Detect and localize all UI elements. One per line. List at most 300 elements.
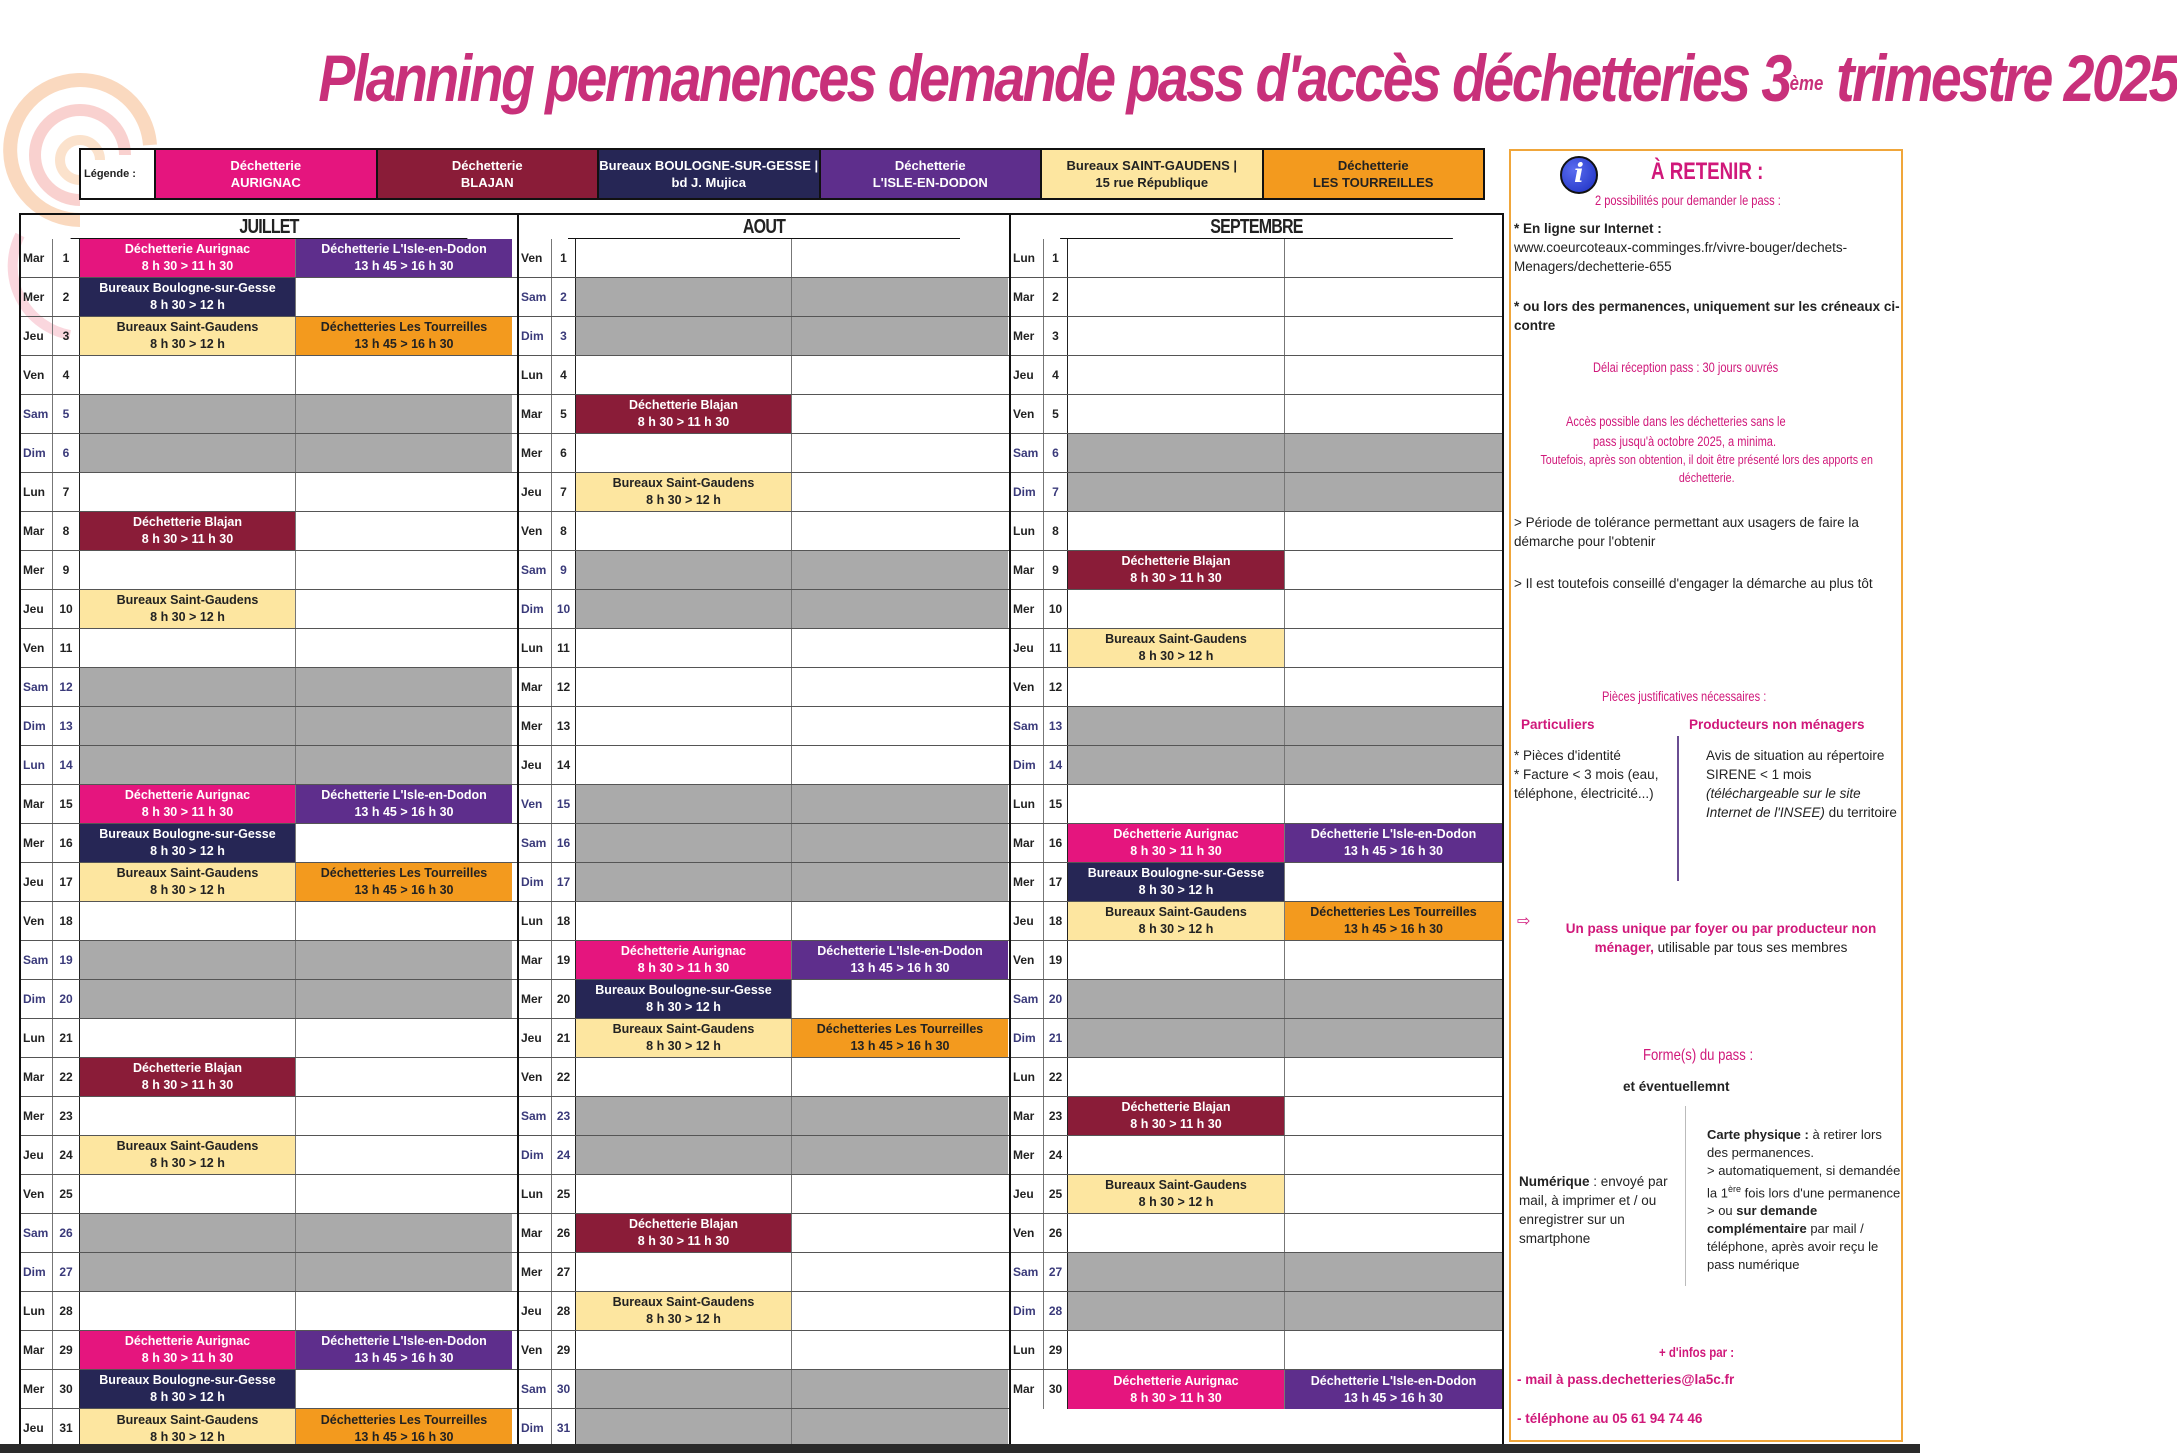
day-name: Ven: [21, 629, 53, 667]
contact-mail[interactable]: - mail à pass.dechetteries@la5c.fr: [1517, 1372, 1735, 1387]
permanence-slot: Déchetterie L'Isle-en-Dodon 13 h 45 > 16 h 30: [1285, 824, 1502, 862]
empty-slot: [792, 317, 1008, 355]
producteurs-item: Avis de situation au répertoire SIRENE < 1 mois (téléchargeable sur le site Internet de l'INSEE) du territoire: [1706, 748, 1897, 820]
day-row: [519, 980, 1009, 1019]
day-row: [21, 941, 517, 980]
day-name: Jeu: [519, 1019, 552, 1057]
day-row: [519, 356, 1009, 395]
day-number: 20: [1044, 980, 1068, 1018]
day-row: [21, 473, 517, 512]
day-row: [1011, 1097, 1502, 1136]
day-row: [519, 1136, 1009, 1175]
day-number: 8: [53, 512, 80, 550]
day-number: 6: [1044, 434, 1068, 472]
day-row: [21, 1175, 517, 1214]
day-row: [21, 590, 517, 629]
legend-label: Légende :: [84, 168, 136, 180]
day-name: Mer: [21, 1370, 53, 1408]
day-row: [21, 668, 517, 707]
empty-slot: [576, 629, 792, 667]
day-name: Sam: [21, 395, 53, 433]
permanence-slot: Déchetterie Blajan 8 h 30 > 11 h 30: [576, 1214, 792, 1252]
day-number: 4: [552, 356, 576, 394]
day-row: [1011, 629, 1502, 668]
day-name: Sam: [519, 824, 552, 862]
permanence-slot: Bureaux Boulogne-sur-Gesse 8 h 30 > 12 h: [1068, 863, 1285, 901]
empty-slot: [296, 278, 512, 316]
empty-slot: [792, 1058, 1008, 1096]
day-number: 25: [53, 1175, 80, 1213]
day-row: [1011, 1214, 1502, 1253]
permanence-slot: Bureaux Saint-Gaudens 8 h 30 > 12 h: [576, 1019, 792, 1057]
empty-slot: [296, 1019, 512, 1057]
day-row: [21, 1019, 517, 1058]
day-number: 29: [552, 1331, 576, 1369]
day-number: 5: [552, 395, 576, 433]
day-number: 23: [552, 1097, 576, 1135]
empty-slot: [576, 1136, 792, 1174]
day-number: 12: [552, 668, 576, 706]
empty-slot: [1068, 1253, 1285, 1291]
day-number: 15: [53, 785, 80, 823]
contact-phone[interactable]: - téléphone au 05 61 94 74 46: [1517, 1411, 1703, 1426]
day-name: Jeu: [519, 1292, 552, 1330]
permanence-slot: Bureaux Saint-Gaudens 8 h 30 > 12 h: [1068, 1175, 1285, 1213]
permanence-slot: Déchetterie L'Isle-en-Dodon 13 h 45 > 16 h 30: [1285, 1370, 1502, 1409]
day-number: 17: [1044, 863, 1068, 901]
day-number: 13: [552, 707, 576, 745]
empty-slot: [296, 473, 512, 511]
empty-slot: [296, 1097, 512, 1135]
day-row: [1011, 824, 1502, 863]
delay-text: Délai réception pass : 30 jours ouvrés: [1593, 360, 1779, 375]
day-number: 20: [552, 980, 576, 1018]
title-superscript: ème: [1789, 73, 1824, 95]
empty-slot: [296, 1175, 512, 1213]
empty-slot: [296, 1292, 512, 1330]
day-row: [519, 746, 1009, 785]
day-row: [519, 395, 1009, 434]
permanence-slot: Déchetteries Les Tourreilles 13 h 45 > 16 h 30: [1285, 902, 1502, 940]
day-row: [519, 1331, 1009, 1370]
empty-slot: [80, 902, 296, 940]
empty-slot: [576, 824, 792, 862]
empty-slot: [1285, 746, 1502, 784]
calendar-grid: [19, 213, 1504, 1450]
empty-slot: [80, 434, 296, 472]
title-end: trimestre 2025: [1823, 41, 2177, 115]
day-name: Ven: [1011, 941, 1044, 979]
permanence-slot: Déchetterie Blajan 8 h 30 > 11 h 30: [1068, 1097, 1285, 1135]
day-number: 21: [1044, 1019, 1068, 1057]
day-row: [1011, 278, 1502, 317]
empty-slot: [792, 1331, 1008, 1369]
empty-slot: [1068, 356, 1285, 394]
permanence-slot: Bureaux Saint-Gaudens 8 h 30 > 12 h: [576, 473, 792, 511]
day-name: Ven: [519, 1058, 552, 1096]
day-name: Lun: [21, 473, 53, 511]
day-number: 14: [1044, 746, 1068, 784]
permanence-slot: Déchetterie Aurignac 8 h 30 > 11 h 30: [80, 785, 296, 823]
day-row: [519, 551, 1009, 590]
empty-slot: [576, 863, 792, 901]
empty-slot: [576, 1253, 792, 1291]
empty-slot: [792, 590, 1008, 628]
empty-slot: [1285, 356, 1502, 394]
empty-slot: [1068, 1292, 1285, 1330]
day-row: [21, 1292, 517, 1331]
day-number: 9: [1044, 551, 1068, 589]
empty-slot: [1285, 317, 1502, 355]
day-number: 12: [1044, 668, 1068, 706]
day-name: Ven: [519, 512, 552, 550]
day-name: Ven: [21, 1175, 53, 1213]
day-row: [21, 395, 517, 434]
day-row: [1011, 395, 1502, 434]
day-number: 17: [552, 863, 576, 901]
day-name: Mer: [519, 434, 552, 472]
day-number: 13: [53, 707, 80, 745]
permanence-slot: Bureaux Saint-Gaudens 8 h 30 > 12 h: [80, 1409, 296, 1448]
empty-slot: [80, 941, 296, 979]
permanence-slot: Déchetteries Les Tourreilles 13 h 45 > 16 h 30: [296, 863, 512, 901]
day-name: Dim: [1011, 1019, 1044, 1057]
empty-slot: [1285, 1214, 1502, 1252]
day-number: 31: [552, 1409, 576, 1448]
day-name: Mer: [519, 707, 552, 745]
day-number: 18: [552, 902, 576, 940]
empty-slot: [80, 551, 296, 589]
day-name: Sam: [519, 1370, 552, 1408]
empty-slot: [576, 1409, 792, 1448]
day-name: Dim: [519, 590, 552, 628]
day-number: 27: [552, 1253, 576, 1291]
day-row: [519, 863, 1009, 902]
day-number: 16: [53, 824, 80, 862]
day-row: [1011, 356, 1502, 395]
day-name: Sam: [519, 1097, 552, 1135]
day-name: Mer: [21, 1097, 53, 1135]
day-name: Jeu: [1011, 629, 1044, 667]
empty-slot: [1068, 785, 1285, 823]
month-aou: [517, 213, 1009, 1450]
more-info-title: + d'infos par :: [1659, 1345, 1735, 1360]
day-name: Dim: [21, 980, 53, 1018]
day-number: 28: [552, 1292, 576, 1330]
permanence-slot: Déchetterie L'Isle-en-Dodon 13 h 45 > 16 h 30: [296, 239, 512, 277]
empty-slot: [296, 1058, 512, 1096]
legend: [79, 148, 1485, 200]
empty-slot: [792, 473, 1008, 511]
day-number: 6: [53, 434, 80, 472]
day-name: Mar: [519, 941, 552, 979]
empty-slot: [296, 941, 512, 979]
day-name: Ven: [519, 239, 552, 277]
day-name: Jeu: [21, 1136, 53, 1174]
empty-slot: [296, 590, 512, 628]
day-row: [21, 980, 517, 1019]
day-row: [21, 512, 517, 551]
empty-slot: [576, 668, 792, 706]
day-number: 26: [552, 1214, 576, 1252]
day-name: Dim: [1011, 1292, 1044, 1330]
empty-slot: [1285, 707, 1502, 745]
empty-slot: [1068, 941, 1285, 979]
empty-slot: [576, 1175, 792, 1213]
empty-slot: [296, 980, 512, 1018]
empty-slot: [1068, 317, 1285, 355]
permanence-slot: Bureaux Boulogne-sur-Gesse 8 h 30 > 12 h: [80, 278, 296, 316]
empty-slot: [792, 668, 1008, 706]
day-name: Mar: [1011, 551, 1044, 589]
empty-slot: [80, 746, 296, 784]
empty-slot: [576, 239, 792, 277]
day-name: Ven: [519, 1331, 552, 1369]
day-row: [21, 707, 517, 746]
day-row: [519, 434, 1009, 473]
empty-slot: [1285, 941, 1502, 979]
empty-slot: [80, 707, 296, 745]
day-number: 19: [552, 941, 576, 979]
permanence-slot: Déchetterie L'Isle-en-Dodon 13 h 45 > 16 h 30: [296, 1331, 512, 1369]
permanence-slot: Déchetterie Aurignac 8 h 30 > 11 h 30: [80, 239, 296, 277]
access-line-1: Accès possible dans les déchetteries sans le: [1566, 414, 1786, 429]
day-name: Dim: [519, 1136, 552, 1174]
day-number: 20: [53, 980, 80, 1018]
empty-slot: [296, 707, 512, 745]
empty-slot: [792, 1097, 1008, 1135]
empty-slot: [1068, 668, 1285, 706]
legend-item: Déchetterie L'ISLE-EN-DODON: [819, 150, 1041, 198]
physical-pass: Carte physique : à retirer lors des permanences. > automatiquement, si demandée la 1ère fois lors d'une permanence > ou sur demande complémentaire par mail / téléphone, après avoir reçu le pass numérique: [1707, 1127, 1901, 1273]
day-number: 9: [552, 551, 576, 589]
online-url[interactable]: www.coeurcoteaux-comminges.fr/vivre-bouger/dechets-Menagers/dechetterie-655: [1514, 240, 1848, 274]
forms-divider: [1685, 1106, 1686, 1286]
day-number: 16: [552, 824, 576, 862]
day-number: 1: [1044, 239, 1068, 277]
empty-slot: [80, 980, 296, 1018]
day-number: 14: [53, 746, 80, 784]
permanence-slot: Déchetterie Aurignac 8 h 30 > 11 h 30: [80, 1331, 296, 1369]
possibilities-text: 2 possibilités pour demander le pass :: [1595, 193, 1781, 208]
day-number: 21: [53, 1019, 80, 1057]
day-number: 24: [552, 1136, 576, 1174]
empty-slot: [1285, 863, 1502, 901]
month-sep: [1009, 213, 1504, 1450]
day-name: Dim: [21, 1253, 53, 1291]
empty-slot: [1285, 785, 1502, 823]
day-number: 22: [53, 1058, 80, 1096]
day-name: Sam: [21, 1214, 53, 1252]
day-number: 25: [1044, 1175, 1068, 1213]
day-name: Ven: [21, 902, 53, 940]
empty-slot: [80, 1214, 296, 1252]
day-number: 31: [53, 1409, 80, 1448]
empty-slot: [576, 356, 792, 394]
permanence-slot: Bureaux Saint-Gaudens 8 h 30 > 12 h: [1068, 629, 1285, 667]
empty-slot: [792, 512, 1008, 550]
day-row: [519, 278, 1009, 317]
day-number: 1: [53, 239, 80, 277]
day-name: Mer: [519, 1253, 552, 1291]
forms-title: Forme(s) du pass :: [1643, 1047, 1754, 1064]
empty-slot: [296, 746, 512, 784]
month-jul: [19, 213, 517, 1450]
empty-slot: [792, 395, 1008, 433]
day-row: [519, 590, 1009, 629]
day-row: [21, 278, 517, 317]
day-row: [519, 1370, 1009, 1409]
day-number: 30: [1044, 1370, 1068, 1409]
day-name: Dim: [519, 1409, 552, 1448]
day-row: [1011, 590, 1502, 629]
day-row: [21, 824, 517, 863]
documents-title: Pièces justificatives nécessaires :: [1602, 689, 1767, 704]
day-name: Sam: [1011, 707, 1044, 745]
day-row: [1011, 1253, 1502, 1292]
day-name: Jeu: [1011, 1175, 1044, 1213]
day-row: [21, 1331, 517, 1370]
day-row: [519, 239, 1009, 278]
permanence-slot: Déchetterie L'Isle-en-Dodon 13 h 45 > 16 h 30: [792, 941, 1008, 979]
tolerance-text: > Période de tolérance permettant aux usagers de faire la démarche pour l'obtenir: [1514, 515, 1859, 549]
day-row: [1011, 1058, 1502, 1097]
day-name: Jeu: [21, 317, 53, 355]
day-row: [1011, 1292, 1502, 1331]
empty-slot: [576, 785, 792, 823]
day-name: Mar: [519, 395, 552, 433]
day-number: 18: [1044, 902, 1068, 940]
permanence-slot: Bureaux Saint-Gaudens 8 h 30 > 12 h: [80, 317, 296, 355]
day-name: Mar: [519, 1214, 552, 1252]
permanence-slot: Déchetteries Les Tourreilles 13 h 45 > 16 h 30: [792, 1019, 1008, 1057]
day-row: [21, 1409, 517, 1448]
empty-slot: [296, 1253, 512, 1291]
empty-slot: [576, 512, 792, 550]
access-line-2: pass jusqu'à octobre 2025, a minima.: [1593, 434, 1777, 449]
day-name: Lun: [519, 902, 552, 940]
day-number: 24: [1044, 1136, 1068, 1174]
day-name: Mer: [1011, 317, 1044, 355]
legend-item: Déchetterie LES TOURREILLES: [1262, 150, 1484, 198]
info-panel: [1509, 149, 1903, 1442]
day-row: [21, 434, 517, 473]
day-name: Dim: [21, 707, 53, 745]
day-number: 2: [53, 278, 80, 316]
day-name: Mer: [1011, 1136, 1044, 1174]
day-row: [519, 512, 1009, 551]
empty-slot: [1285, 278, 1502, 316]
day-name: Dim: [519, 863, 552, 901]
empty-slot: [1285, 1175, 1502, 1213]
empty-slot: [792, 1292, 1008, 1330]
day-row: [21, 902, 517, 941]
day-number: 7: [1044, 473, 1068, 511]
day-row: [519, 668, 1009, 707]
day-row: [1011, 902, 1502, 941]
empty-slot: [296, 512, 512, 550]
day-row: [1011, 785, 1502, 824]
day-name: Mar: [519, 668, 552, 706]
empty-slot: [80, 1175, 296, 1213]
empty-slot: [792, 1214, 1008, 1252]
day-row: [21, 1214, 517, 1253]
day-row: [519, 785, 1009, 824]
empty-slot: [1068, 473, 1285, 511]
day-row: [1011, 473, 1502, 512]
day-number: 27: [1044, 1253, 1068, 1291]
day-name: Mar: [21, 512, 53, 550]
day-name: Lun: [519, 1175, 552, 1213]
day-name: Mar: [21, 1058, 53, 1096]
legend-item: Bureaux BOULOGNE-SUR-GESSE | bd J. Mujica: [597, 150, 819, 198]
day-number: 29: [1044, 1331, 1068, 1369]
empty-slot: [80, 356, 296, 394]
permanence-slot: Déchetterie Blajan 8 h 30 > 11 h 30: [576, 395, 792, 433]
day-number: 2: [1044, 278, 1068, 316]
empty-slot: [792, 746, 1008, 784]
permanence-slot: Bureaux Saint-Gaudens 8 h 30 > 12 h: [80, 590, 296, 628]
day-number: 13: [1044, 707, 1068, 745]
day-name: Mar: [1011, 278, 1044, 316]
day-number: 3: [552, 317, 576, 355]
day-number: 27: [53, 1253, 80, 1291]
permanence-slot: Déchetterie L'Isle-en-Dodon 13 h 45 > 16 h 30: [296, 785, 512, 823]
day-row: [1011, 746, 1502, 785]
empty-slot: [792, 551, 1008, 589]
day-number: 9: [53, 551, 80, 589]
day-row: [1011, 707, 1502, 746]
day-name: Sam: [21, 668, 53, 706]
day-row: [519, 902, 1009, 941]
day-name: Dim: [1011, 473, 1044, 511]
unique-pass-text: Un pass unique par foyer ou par producteur non ménager, utilisable par tous ses membres: [1565, 921, 1877, 955]
legend-item: Bureaux SAINT-GAUDENS | 15 rue République: [1040, 150, 1262, 198]
day-name: Lun: [1011, 1058, 1044, 1096]
day-row: [519, 1019, 1009, 1058]
day-number: 28: [1044, 1292, 1068, 1330]
title-main: Planning permanences demande pass d'accès déchetteries 3: [318, 41, 1790, 115]
day-row: [1011, 1370, 1502, 1409]
empty-slot: [80, 1097, 296, 1135]
day-row: [519, 824, 1009, 863]
empty-slot: [1068, 278, 1285, 316]
day-name: Ven: [1011, 1214, 1044, 1252]
day-name: Sam: [21, 941, 53, 979]
empty-slot: [792, 1253, 1008, 1291]
day-row: [519, 629, 1009, 668]
day-number: 12: [53, 668, 80, 706]
empty-slot: [296, 668, 512, 706]
day-row: [519, 473, 1009, 512]
day-row: [1011, 1331, 1502, 1370]
bottom-bar: [0, 1444, 1920, 1453]
day-number: 30: [552, 1370, 576, 1408]
day-row: [21, 1097, 517, 1136]
empty-slot: [80, 668, 296, 706]
day-number: 3: [53, 317, 80, 355]
particuliers-title: Particuliers: [1521, 717, 1595, 732]
day-number: 24: [53, 1136, 80, 1174]
empty-slot: [792, 356, 1008, 394]
permanence-slot: Déchetterie Aurignac 8 h 30 > 11 h 30: [576, 941, 792, 979]
day-number: 2: [552, 278, 576, 316]
day-row: [519, 1292, 1009, 1331]
day-name: Lun: [519, 356, 552, 394]
empty-slot: [1285, 239, 1502, 277]
day-number: 6: [552, 434, 576, 472]
empty-slot: [1285, 512, 1502, 550]
